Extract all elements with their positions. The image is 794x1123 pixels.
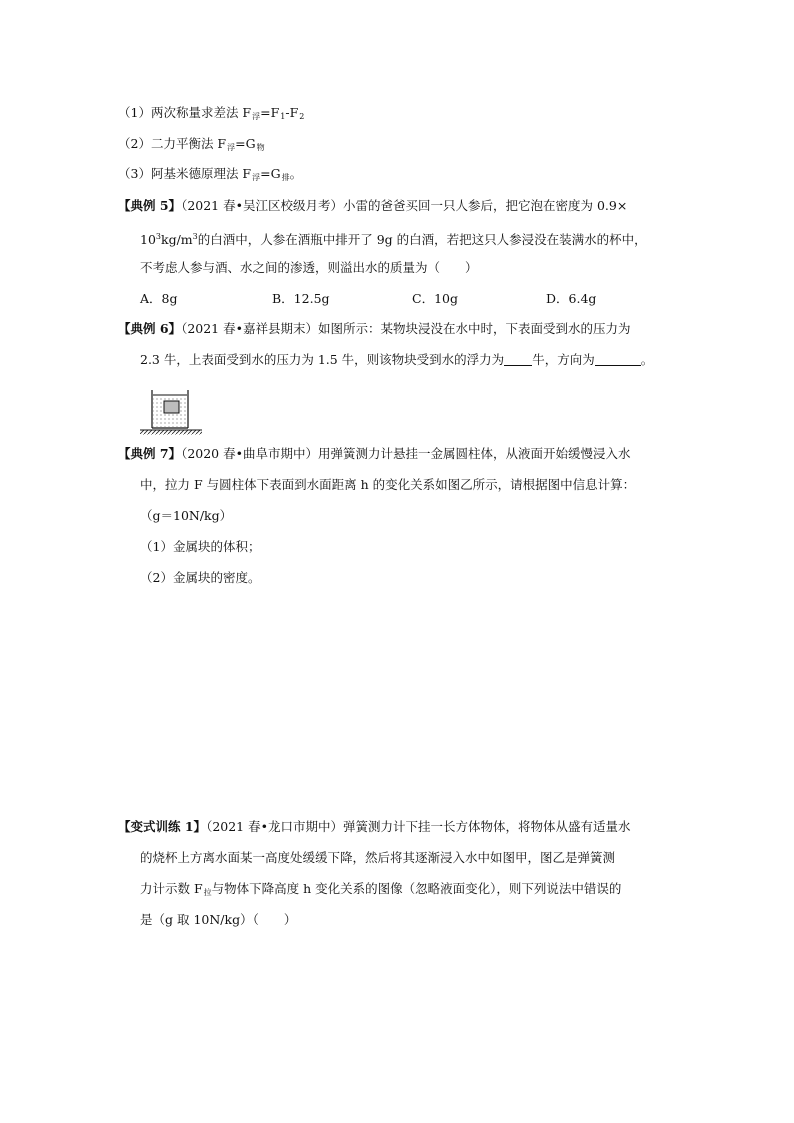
example-7-line-3 <box>140 507 232 525</box>
example-6-text-2: 2.3 牛，上表面受到水的压力为 1.5 牛，则该物块受到水的浮力为 <box>140 352 505 367</box>
method-3-period: 。 <box>289 166 303 181</box>
method-2-sub-object: 物 <box>256 143 265 152</box>
example-6-text-3: 牛，方向为 <box>532 352 595 367</box>
example-7-text-1: （2020 春•曲阜市期中）用弹簧测力计悬挂一金属圆柱体，从液面开始缓慢浸入水 <box>181 446 631 461</box>
variation-1-line-1 <box>118 818 630 836</box>
example-5-label: 【典例 5】 <box>118 198 182 213</box>
example-5-density-base: 10 <box>140 232 156 247</box>
example-5-line-3 <box>140 259 478 277</box>
example-7-text-2: 中，拉力 F 与圆柱体下表面到水面距离 h 的变化关系如图乙所示，请根据图中信息计算： <box>140 477 636 492</box>
variation-1-line-4 <box>140 911 296 929</box>
example-7-question-1 <box>140 538 260 556</box>
method-3-sub-buoyancy: 浮 <box>252 173 261 182</box>
method-3 <box>118 165 302 187</box>
method-3-sub-displaced: 排 <box>281 173 290 182</box>
example-6-period: 。 <box>640 352 654 367</box>
variation-1-text-3b: 与物体下降高度 h 变化关系的图像（忽略液面变化），则下列说法中错误的 <box>211 881 622 896</box>
method-3-text: 阿基米德原理法 F <box>150 166 252 181</box>
option-c: C．10g <box>412 291 458 306</box>
example-5-text-1: （2021 春•吴江区校级月考）小雷的爸爸买回一只人参后，把它泡在密度为 0.9× <box>181 198 628 213</box>
method-2-number: （2） <box>118 136 151 151</box>
example-5-density-exp: 3 <box>155 232 161 241</box>
option-a: A．8g <box>140 291 178 306</box>
method-1-sub-1: 1 <box>280 112 286 121</box>
method-1-formula: =F <box>260 105 280 120</box>
method-3-formula: =G <box>260 166 281 181</box>
example-7-text-3: （g＝10N/kg） <box>140 508 233 523</box>
example-5-options <box>140 290 700 308</box>
answer-blank-direction[interactable] <box>595 353 641 366</box>
example-5-unit-exp: 3 <box>192 232 198 241</box>
variation-1-text-2: 的烧杯上方离水面某一高度处缓缓下降，然后将其逐渐浸入水中如图甲，图乙是弹簧测 <box>140 850 616 865</box>
example-7-line-2 <box>140 476 635 494</box>
example-5-text-3: 不考虑人参与酒、水之间的渗透，则溢出水的质量为（ ） <box>140 260 478 275</box>
example-7-line-1 <box>118 445 630 463</box>
method-1 <box>118 104 304 126</box>
method-1-number: （1） <box>118 105 151 120</box>
method-1-text: 两次称量求差法 F <box>150 105 252 120</box>
method-2 <box>118 135 265 157</box>
variation-1-text-3a: 力计示数 F <box>140 881 203 896</box>
block <box>164 401 179 413</box>
variation-1-label: 【变式训练 1】 <box>118 819 207 834</box>
example-6-text-1: （2021 春•嘉祥县期末）如图所示：某物块浸没在水中时，下表面受到水的压力为 <box>181 321 631 336</box>
example-6-label: 【典例 6】 <box>118 321 182 336</box>
example-7-question-2 <box>140 569 260 587</box>
example-6-line-2 <box>140 351 653 369</box>
example-7-label: 【典例 7】 <box>118 446 182 461</box>
method-2-sub-buoyancy: 浮 <box>227 143 236 152</box>
method-2-text: 二力平衡法 F <box>150 136 227 151</box>
example-5-density-unit: kg/m <box>161 232 193 247</box>
example-7-q1-text: （1）金属块的体积； <box>140 539 261 554</box>
example-5-line-2 <box>140 228 647 249</box>
option-d: D．6.4g <box>546 291 597 306</box>
submerged-block-figure <box>140 386 202 436</box>
variation-1-text-4: 是（g 取 10N/kg）（ ） <box>140 912 297 927</box>
method-1-sub-buoyancy: 浮 <box>252 112 261 121</box>
answer-blank-force[interactable] <box>504 353 532 366</box>
variation-1-line-3 <box>140 880 621 902</box>
method-1-sub-2: 2 <box>299 112 305 121</box>
variation-1-text-1: （2021 春•龙口市期中）弹簧测力计下挂一长方体物体，将物体从盛有适量水 <box>206 819 631 834</box>
variation-1-line-2 <box>140 849 615 867</box>
example-6-line-1 <box>118 320 630 338</box>
example-5-line-1 <box>118 197 627 215</box>
example-7-q2-text: （2）金属块的密度。 <box>140 570 261 585</box>
method-1-formula-2: -F <box>285 105 299 120</box>
option-b: B．12.5g <box>272 291 330 306</box>
method-2-formula: =G <box>235 136 256 151</box>
example-5-text-2: 的白酒中，人参在酒瓶中排开了 9g 的白酒，若把这只人参浸没在装满水的杯中， <box>197 232 647 247</box>
method-3-number: （3） <box>118 166 151 181</box>
ground-hatch <box>140 431 202 435</box>
variation-1-sub-pull: 拉 <box>203 888 212 897</box>
